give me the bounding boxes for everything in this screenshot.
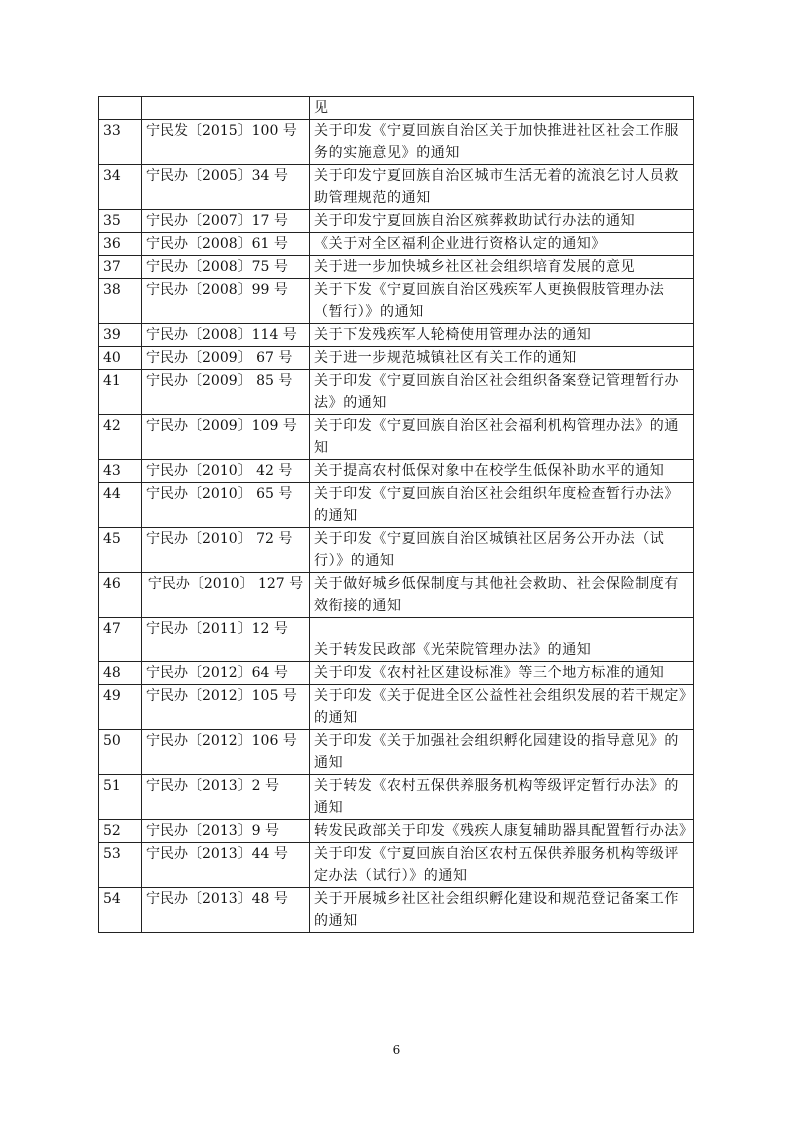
document-number: 宁民办〔2012〕105 号 (142, 685, 310, 730)
table-row (99, 256, 694, 279)
document-title: 见 (310, 97, 694, 120)
document-number: 宁民发〔2015〕100 号 (142, 120, 310, 165)
table-row (99, 415, 694, 460)
document-table (98, 96, 694, 933)
row-number (99, 97, 142, 120)
document-number: 宁民办〔2010〕 65 号 (142, 483, 310, 528)
document-number: 宁民办〔2012〕64 号 (142, 662, 310, 685)
table-row (99, 775, 694, 820)
row-number: 47 (99, 618, 142, 662)
document-title: 关于开展城乡社区社会组织孵化建设和规范登记备案工作的通知 (310, 888, 694, 933)
document-title: 关于印发《宁夏回族自治区社会组织备案登记管理暂行办法》的通知 (310, 370, 694, 415)
document-number: 宁民办〔2009〕 67 号 (142, 347, 310, 370)
row-number: 34 (99, 165, 142, 210)
document-title: 关于下发《宁夏回族自治区残疾军人更换假肢管理办法（暂行）》的通知 (310, 279, 694, 324)
document-title: 转发民政部关于印发《残疾人康复辅助器具配置暂行办法》 (310, 820, 694, 843)
document-number: 宁民办〔2008〕114 号 (142, 324, 310, 347)
table-row (99, 347, 694, 370)
document-number: 宁民办〔2005〕34 号 (142, 165, 310, 210)
document-title: 关于做好城乡低保制度与其他社会救助、社会保险制度有效衔接的通知 (310, 573, 694, 618)
table-row (99, 370, 694, 415)
document-title: 关于印发《宁夏回族自治区社会福利机构管理办法》的通知 (310, 415, 694, 460)
document-title: 关于印发《宁夏回族自治区城镇社区居务公开办法（试行）》的通知 (310, 528, 694, 573)
document-title: 关于进一步规范城镇社区有关工作的通知 (310, 347, 694, 370)
row-number: 40 (99, 347, 142, 370)
table-row (99, 483, 694, 528)
document-number: 宁民办〔2010〕 42 号 (142, 460, 310, 483)
document-title: 关于下发残疾军人轮椅使用管理办法的通知 (310, 324, 694, 347)
table-row (99, 210, 694, 233)
table-row (99, 97, 694, 120)
table-row (99, 888, 694, 933)
document-number: 宁民办〔2013〕44 号 (142, 843, 310, 888)
document-title: 关于印发《宁夏回族自治区社会组织年度检查暂行办法》的通知 (310, 483, 694, 528)
document-number: 宁民办〔2010〕 127 号 (142, 573, 310, 618)
document-number: 宁民办〔2009〕 85 号 (142, 370, 310, 415)
row-number: 35 (99, 210, 142, 233)
table-row (99, 120, 694, 165)
document-title: 关于印发宁夏回族自治区殡葬救助试行办法的通知 (310, 210, 694, 233)
document-number: 宁民办〔2007〕17 号 (142, 210, 310, 233)
page-number: 6 (392, 1043, 401, 1057)
table-row (99, 324, 694, 347)
document-number: 宁民办〔2009〕109 号 (142, 415, 310, 460)
row-number: 41 (99, 370, 142, 415)
row-number: 43 (99, 460, 142, 483)
row-number: 42 (99, 415, 142, 460)
table-row (99, 843, 694, 888)
document-title: 《关于对全区福利企业进行资格认定的通知》 (310, 233, 694, 256)
table-row (99, 573, 694, 618)
row-number: 49 (99, 685, 142, 730)
document-number: 宁民办〔2010〕 72 号 (142, 528, 310, 573)
row-number: 52 (99, 820, 142, 843)
document-title: 关于印发《关于促进全区公益性社会组织发展的若干规定》的通知 (310, 685, 694, 730)
table-row (99, 460, 694, 483)
row-number: 54 (99, 888, 142, 933)
document-title: 关于印发《宁夏回族自治区农村五保供养服务机构等级评定办法（试行）》的通知 (310, 843, 694, 888)
table-row (99, 820, 694, 843)
row-number: 37 (99, 256, 142, 279)
document-title: 关于印发《宁夏回族自治区关于加快推进社区社会工作服务的实施意见》的通知 (310, 120, 694, 165)
table-row (99, 165, 694, 210)
row-number: 50 (99, 730, 142, 775)
row-number: 53 (99, 843, 142, 888)
row-number: 45 (99, 528, 142, 573)
document-title: 关于进一步加快城乡社区社会组织培育发展的意见 (310, 256, 694, 279)
table-row (99, 685, 694, 730)
table-row (99, 730, 694, 775)
document-title: 关于印发《关于加强社会组织孵化园建设的指导意见》的通知 (310, 730, 694, 775)
table-row (99, 233, 694, 256)
document-number: 宁民办〔2008〕99 号 (142, 279, 310, 324)
document-title: 关于印发宁夏回族自治区城市生活无着的流浪乞讨人员救助管理规范的通知 (310, 165, 694, 210)
row-number: 46 (99, 573, 142, 618)
table-row (99, 662, 694, 685)
row-number: 39 (99, 324, 142, 347)
row-number: 51 (99, 775, 142, 820)
row-number: 36 (99, 233, 142, 256)
table-row (99, 618, 694, 662)
table-row (99, 528, 694, 573)
document-title: 关于转发民政部《光荣院管理办法》的通知 (310, 618, 694, 662)
row-number: 33 (99, 120, 142, 165)
row-number: 48 (99, 662, 142, 685)
document-title: 关于提高农村低保对象中在校学生低保补助水平的通知 (310, 460, 694, 483)
table-row (99, 279, 694, 324)
document-number: 宁民办〔2012〕106 号 (142, 730, 310, 775)
document-number: 宁民办〔2008〕61 号 (142, 233, 310, 256)
document-number: 宁民办〔2013〕2 号 (142, 775, 310, 820)
document-number (142, 97, 310, 120)
document-number: 宁民办〔2013〕48 号 (142, 888, 310, 933)
document-title: 关于印发《农村社区建设标准》等三个地方标准的通知 (310, 662, 694, 685)
document-number: 宁民办〔2013〕9 号 (142, 820, 310, 843)
document-title: 关于转发《农村五保供养服务机构等级评定暂行办法》的通知 (310, 775, 694, 820)
row-number: 44 (99, 483, 142, 528)
row-number: 38 (99, 279, 142, 324)
document-number: 宁民办〔2008〕75 号 (142, 256, 310, 279)
document-number: 宁民办〔2011〕12 号 (142, 618, 310, 662)
